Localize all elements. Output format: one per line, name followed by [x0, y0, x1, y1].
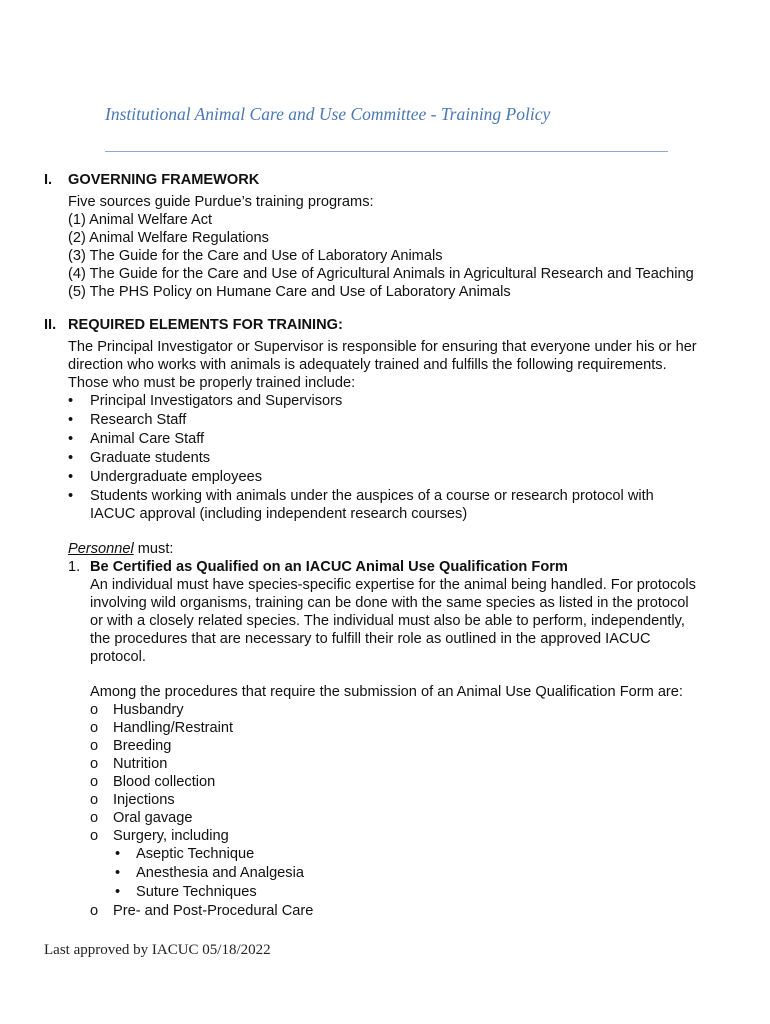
bullet-icon: • — [68, 469, 74, 485]
source-item: (4) The Guide for the Care and Use of Agricultural Animals in Agricultural Research and Teaching — [68, 266, 694, 282]
requirement-1-line: involving wild organisms, training can be done with the same species as listed in the protocol — [90, 595, 689, 611]
sub-bullet-icon: o — [90, 702, 99, 718]
trainee-item: Principal Investigators and Supervisors — [90, 393, 343, 409]
sub-bullet-icon: o — [90, 810, 99, 826]
trainee-item: Research Staff — [90, 412, 187, 428]
document-title: Institutional Animal Care and Use Committee - Training Policy — [105, 104, 551, 124]
requirement-1-line: protocol. — [90, 649, 146, 665]
source-item: (1) Animal Welfare Act — [68, 212, 213, 228]
trainee-item: Students working with animals under the auspices of a course or research protocol with — [90, 488, 654, 504]
procedure-item: Nutrition — [113, 756, 168, 772]
paragraph-line: The Principal Investigator or Supervisor is responsible for ensuring that everyone under his or her — [68, 339, 697, 355]
section-2-number: II. — [44, 317, 57, 333]
section-1-number: I. — [44, 172, 53, 188]
requirement-1-heading: Be Certified as Qualified on an IACUC Animal Use Qualification Form — [90, 559, 568, 575]
bullet-icon: • — [68, 488, 74, 504]
section-2-heading: REQUIRED ELEMENTS FOR TRAINING: — [68, 317, 343, 333]
personnel-suffix: must: — [133, 541, 174, 557]
paragraph-line: direction who works with animals is adequately trained and fulfills the following requirements. — [68, 357, 667, 373]
bullet-icon: • — [68, 393, 74, 409]
trainee-item: Animal Care Staff — [90, 431, 205, 447]
section-1-heading: GOVERNING FRAMEWORK — [68, 172, 260, 188]
sub-bullet-icon: o — [90, 720, 99, 736]
procedure-item: Pre- and Post-Procedural Care — [113, 903, 314, 919]
trainee-item: Undergraduate employees — [90, 469, 262, 485]
procedure-item: Oral gavage — [113, 810, 193, 826]
sub-bullet-icon: o — [90, 774, 99, 790]
trainee-item: Graduate students — [90, 450, 211, 466]
bullet-icon: • — [115, 884, 121, 900]
bullet-icon: • — [68, 412, 74, 428]
personnel-intro — [68, 540, 173, 558]
sub-bullet-icon: o — [90, 756, 99, 772]
section-1-intro: Five sources guide Purdue’s training programs: — [68, 194, 374, 210]
procedure-item: Breeding — [113, 738, 172, 754]
requirement-1-line: An individual must have species-specific expertise for the animal being handled. For protocols — [90, 577, 696, 593]
sub-bullet-icon: o — [90, 792, 99, 808]
procedure-item: Injections — [113, 792, 175, 808]
bullet-icon: • — [68, 431, 74, 447]
procedure-item: Husbandry — [113, 702, 184, 718]
procedure-item: Handling/Restraint — [113, 720, 234, 736]
bullet-icon: • — [115, 865, 121, 881]
surgery-item: Suture Techniques — [136, 884, 257, 900]
source-item: (2) Animal Welfare Regulations — [68, 230, 269, 246]
sub-bullet-icon: o — [90, 903, 99, 919]
procedure-item: Blood collection — [113, 774, 216, 790]
trainee-item-continuation: IACUC approval (including independent research courses) — [90, 506, 468, 522]
source-item: (3) The Guide for the Care and Use of Laboratory Animals — [68, 248, 443, 264]
bullet-icon: • — [115, 846, 121, 862]
requirement-1-line: or with a closely related species. The individual must also be able to perform, independently, — [90, 613, 685, 629]
page-footer: Last approved by IACUC 05/18/2022 — [44, 942, 271, 958]
requirement-1-number: 1. — [68, 559, 81, 575]
procedures-intro: Among the procedures that require the submission of an Animal Use Qualification Form are: — [90, 684, 683, 700]
sub-bullet-icon: o — [90, 738, 99, 754]
paragraph-line: Those who must be properly trained include: — [68, 375, 356, 391]
title-divider — [105, 151, 668, 152]
personnel-label: Personnel — [68, 541, 134, 557]
source-item: (5) The PHS Policy on Humane Care and Use of Laboratory Animals — [68, 284, 511, 300]
bullet-icon: • — [68, 450, 74, 466]
surgery-item: Aseptic Technique — [136, 846, 255, 862]
sub-bullet-icon: o — [90, 828, 99, 844]
procedure-item: Surgery, including — [113, 828, 229, 844]
requirement-1-line: the procedures that are necessary to fulfill their role as outlined in the approved IACUC — [90, 631, 651, 647]
surgery-item: Anesthesia and Analgesia — [136, 865, 304, 881]
